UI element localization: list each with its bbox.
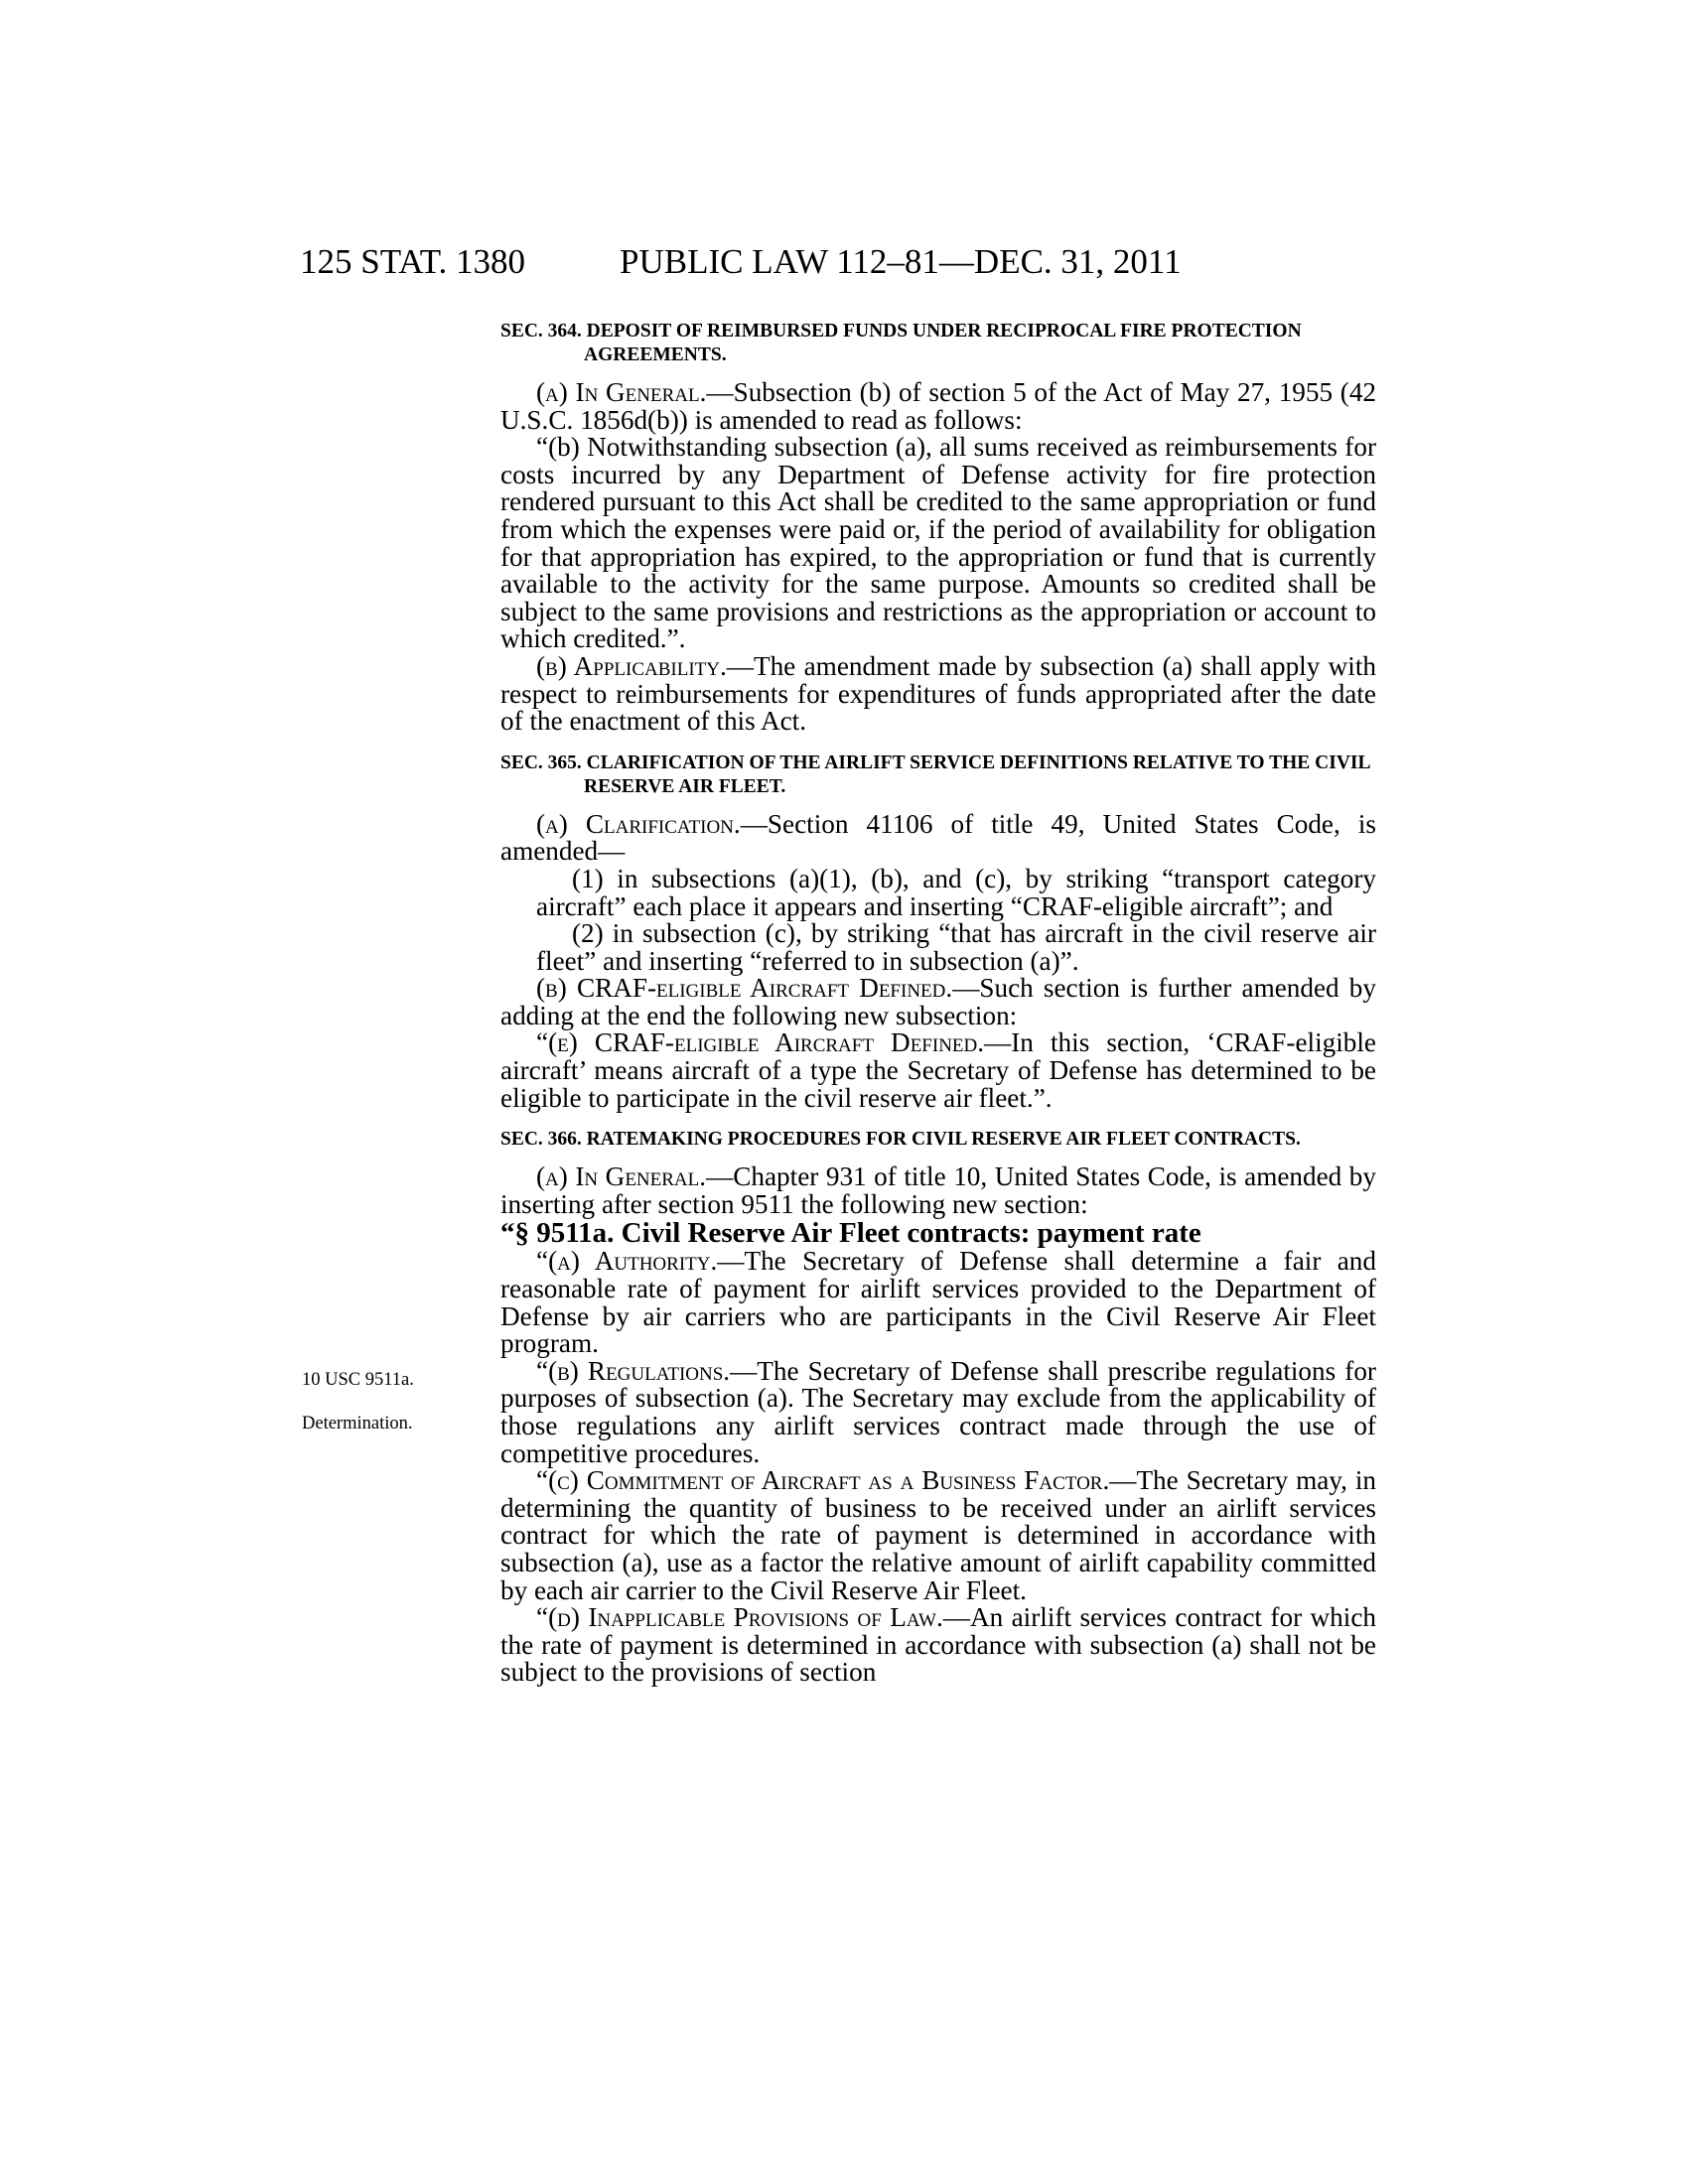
sec365-subsection-b xyxy=(500,975,1376,1029)
sec9511a-subsection-d xyxy=(500,1604,1376,1687)
sec9511a-subsection-a xyxy=(500,1248,1376,1357)
sec365-item-1: (1) in subsections (a)(1), (b), and (c), by striking “transport category aircraft” each place it appears and inserting “CRAF-eligible aircraft”; and xyxy=(536,863,1376,921)
sec9511a-subsection-c xyxy=(500,1467,1376,1604)
body-text-column xyxy=(500,320,1376,1687)
sec9511a-a-text: —The Secretary of Defense shall determine a fair and reasonable rate of payment for airlift services provided to the Department of Defense by air carriers who are participants in the Civil Reserve Air Fleet program. xyxy=(500,1246,1376,1359)
sec364-b-text: —The amendment made by subsection (a) shall apply with respect to reimbursements for expenditures of funds appropriated after the date of the enactment of this Act. xyxy=(500,650,1377,737)
sec365-b-text: —Such section is further amended by adding at the end the following new subsection: xyxy=(500,973,1376,1030)
margin-note-usc: 10 USC 9511a. xyxy=(302,1370,414,1390)
sec365-a-text: —Section 41106 of title 49, United States Code, is amended— xyxy=(500,808,1376,867)
sec9511a-subsection-b xyxy=(500,1355,1376,1468)
sec9511a-b-text: —The Secretary of Defense shall prescribe regulations for purposes of subsection (a). The Secretary may exclude from the applicability of those regulations any airlift services contract made through the use of competitive procedures. xyxy=(500,1355,1376,1468)
sec364-subsection-b xyxy=(500,650,1377,737)
sec366-subsection-a xyxy=(500,1163,1376,1218)
section-365-heading: SEC. 365. CLARIFICATION OF THE AIRLIFT SERVICE DEFINITIONS RELATIVE TO THE CIVIL RESERVE AIR FLEET. xyxy=(500,751,1370,797)
public-law-title: PUBLIC LAW 112–81—DEC. 31, 2011 xyxy=(620,242,1182,281)
section-364-heading: SEC. 364. DEPOSIT OF REIMBURSED FUNDS UNDER RECIPROCAL FIRE PROTECTION AGREEMENTS. xyxy=(500,321,1302,365)
sec9511a-a-label: “(a) Authority. xyxy=(536,1246,718,1277)
sec9511a-c-text: —The Secretary may, in determining the quantity of business to be received under an airlift services contract for which the rate of payment is determined in accordance with subsection (a), use as a factor the relative amount of airlift capability committed by each air carrier to the Civil Reserve Air Fleet. xyxy=(500,1465,1376,1605)
sec365-e-text: —In this section, ‘CRAF-eligible aircraft’ means aircraft of a type the Secretary of Defense has determined to be eligible to participate in the civil reserve air fleet.”. xyxy=(500,1027,1376,1113)
sec365-subsection-a xyxy=(500,808,1376,867)
sec9511a-d-label: “(d) Inapplicable Provisions of Law. xyxy=(536,1602,943,1633)
sec365-e-label: “(e) CRAF-eligible Aircraft Defined. xyxy=(536,1027,985,1058)
sec365-b-label: (b) CRAF-eligible Aircraft Defined. xyxy=(536,973,953,1004)
margin-note-determination: Determination. xyxy=(302,1414,413,1433)
sec9511a-d-text: —An airlift services contract for which the rate of payment is determined in accordance with subsection (a) shall not be subject to the provisions of section xyxy=(500,1602,1376,1688)
sec366-a-label: (a) In General. xyxy=(536,1161,707,1192)
sec9511a-c-label: “(c) Commitment of Aircraft as a Business Factor. xyxy=(536,1465,1110,1496)
sec364-a-text: —Subsection (b) of section 5 of the Act of May 27, 1955 (42 U.S.C. 1856d(b)) is amended to read as follows: xyxy=(500,377,1377,435)
sec366-a-text: —Chapter 931 of title 10, United States Code, is amended by inserting after section 9511 the following new section: xyxy=(500,1161,1376,1219)
sec9511a-b-label: “(b) Regulations. xyxy=(536,1355,731,1386)
section-366-heading: SEC. 366. RATEMAKING PROCEDURES FOR CIVIL RESERVE AIR FLEET CONTRACTS. xyxy=(500,1129,1301,1151)
sec364-subsection-a xyxy=(500,379,1376,434)
stat-citation: 125 STAT. 1380 xyxy=(300,242,525,281)
sec364-b-label: (b) Applicability. xyxy=(536,650,727,681)
page-header xyxy=(300,242,1372,286)
sec365-a-label: (a) Clarification. xyxy=(536,808,741,839)
sec364-quoted-b: “(b) Notwithstanding subsection (a), all sums received as reimbursements for costs incurred by any Department of Defense activity for fire protection rendered pursuant to this Act shall be credited to the same appropriation or fund from which the expenses were paid or, if the period of availability for obligation for that appropriation has expired, to the appropriation or fund that is currently available to the activity for the same purpose. Amounts so credited shall be subject to the same provisions and restrictions as the appropriation or account to which credited.”. xyxy=(500,432,1376,654)
sec365-item-2: (2) in subsection (c), by striking “that has aircraft in the civil reserve air fleet” and inserting “referred to in subsection (a)”. xyxy=(536,918,1376,976)
new-section-9511a-title: “§ 9511a. Civil Reserve Air Fleet contracts: payment rate xyxy=(500,1217,1201,1250)
sec364-a-label: (a) In General. xyxy=(536,377,707,407)
sec365-quoted-e xyxy=(500,1029,1376,1112)
